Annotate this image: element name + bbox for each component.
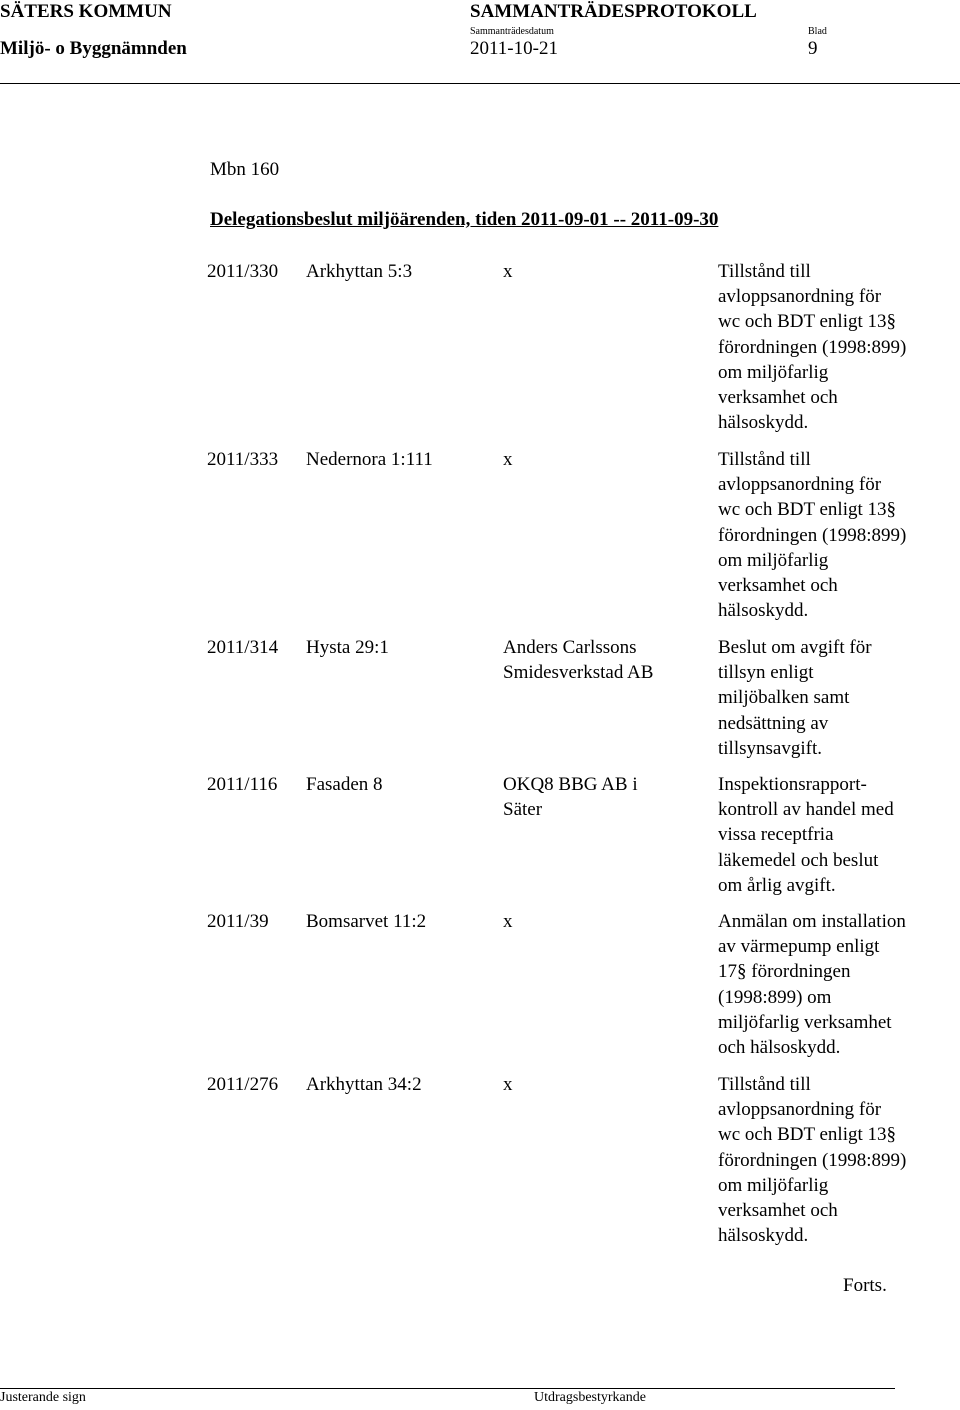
case-number: 2011/330 [207,261,279,282]
extract-cert-label: Utdragsbestyrkande [534,1390,646,1405]
decision-description: Inspektionsrapport- kontroll av handel med vissa receptfria läkemedel och beslut om årlig avgift. [718,774,894,896]
board-name: Miljö- o Byggnämnden [0,38,187,59]
date-label: Sammanträdesdatum [470,26,554,37]
decision-description: Tillstånd till avloppsanordning för wc och BDT enligt 13§ förordningen (1998:899) om miljöfarlig verksamhet och hälsoskydd. [718,449,907,622]
verify-sign-label: Justerande sign [0,1390,86,1405]
document-type: SAMMANTRÄDESPROTOKOLL [470,1,757,22]
decision-description: Tillstånd till avloppsanordning för wc och BDT enligt 13§ förordningen (1998:899) om miljöfarlig verksamhet och hälsoskydd. [718,1074,907,1247]
party-name: x [503,261,513,282]
page-label: Blad [808,26,827,37]
property-name: Nedernora 1:111 [306,449,433,470]
party-name: x [503,449,513,470]
case-number: 2011/276 [207,1074,279,1095]
decision-description: Tillstånd till avloppsanordning för wc och BDT enligt 13§ förordningen (1998:899) om miljöfarlig verksamhet och hälsoskydd. [718,261,907,434]
party-name: x [503,911,513,932]
header-divider [0,83,960,84]
property-name: Bomsarvet 11:2 [306,911,427,932]
property-name: Arkhyttan 34:2 [306,1074,422,1095]
page-number: 9 [808,38,818,59]
section-title: Delegationsbeslut miljöärenden, tiden 2011-09-01 -- 2011-09-30 [210,209,719,230]
case-number: 2011/314 [207,637,279,658]
municipality-name: SÄTERS KOMMUN [0,1,172,22]
party-name: OKQ8 BBG AB i Säter [503,774,638,821]
party-name: x [503,1074,513,1095]
footer-divider [0,1388,895,1389]
case-number: 2011/39 [207,911,269,932]
property-name: Fasaden 8 [306,774,383,795]
continued-marker: Forts. [843,1275,887,1296]
party-name: Anders Carlssons Smidesverkstad AB [503,637,654,684]
property-name: Hysta 29:1 [306,637,389,658]
case-number: 2011/116 [207,774,278,795]
section-number: Mbn 160 [210,159,280,180]
meeting-date: 2011-10-21 [470,38,558,59]
decision-description: Beslut om avgift för tillsyn enligt miljöbalken samt nedsättning av tillsynsavgift. [718,637,872,759]
property-name: Arkhyttan 5:3 [306,261,413,282]
case-number: 2011/333 [207,449,279,470]
decision-description: Anmälan om installation av värmepump enligt 17§ förordningen (1998:899) om miljöfarlig verksamhet och hälsoskydd. [718,911,906,1059]
